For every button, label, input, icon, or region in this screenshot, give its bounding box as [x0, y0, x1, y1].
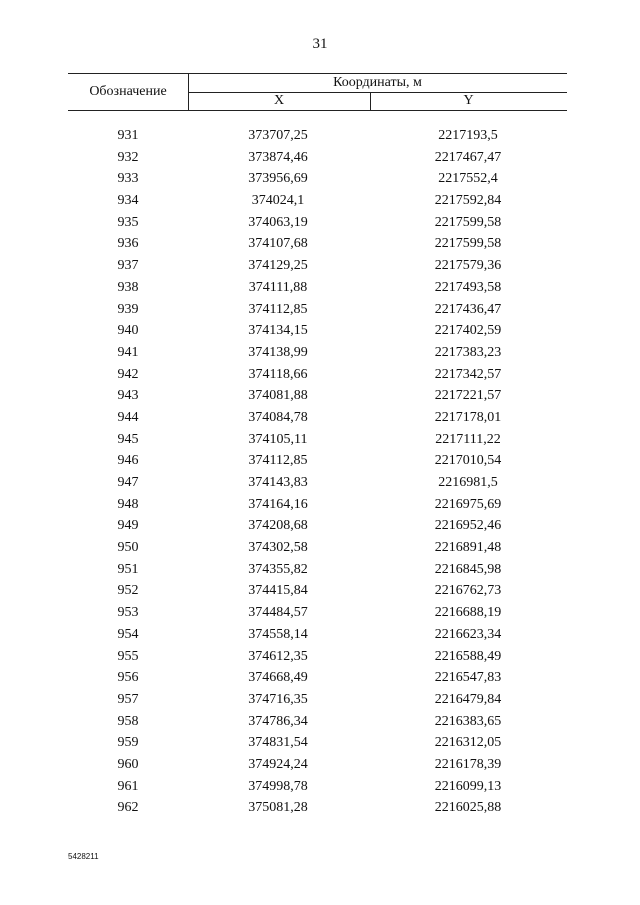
table-row: [68, 233, 567, 255]
row-x-coordinate: 374302,58: [248, 540, 308, 556]
row-designation: 931: [117, 128, 139, 143]
row-y-coordinate: 2217342,57: [434, 366, 502, 382]
row-y-coordinate: 2217599,58: [434, 236, 502, 252]
row-x-coordinate: 374484,57: [248, 605, 308, 621]
row-x-coordinate: 374107,68: [248, 236, 308, 252]
row-designation: 954: [117, 626, 139, 642]
table-row: [68, 190, 567, 212]
row-x-coordinate: 374081,88: [248, 388, 308, 404]
row-y-coordinate: 2216981,5: [438, 475, 498, 490]
row-x-coordinate: 374105,11: [248, 431, 308, 447]
row-designation: 939: [117, 301, 139, 317]
row-designation: 938: [117, 279, 139, 295]
row-x-coordinate: 374786,34: [248, 713, 308, 729]
table-row: [68, 450, 567, 472]
row-y-coordinate: 2216975,69: [434, 496, 502, 512]
row-x-coordinate: 375081,28: [248, 800, 308, 816]
table-row: [68, 342, 567, 364]
table-row: [68, 667, 567, 689]
row-designation: 959: [117, 735, 139, 751]
row-designation: 960: [117, 756, 139, 772]
table-row: [68, 580, 567, 602]
table-row: [68, 212, 567, 234]
row-y-coordinate: 2216891,48: [434, 540, 502, 556]
table-row: [68, 364, 567, 386]
row-y-coordinate: 2216383,65: [434, 713, 502, 729]
row-designation: 956: [117, 670, 139, 686]
table-row: [68, 429, 567, 451]
row-y-coordinate: 2217436,47: [434, 301, 502, 317]
row-designation: 948: [117, 496, 139, 512]
header-bottom-rule: [68, 110, 567, 111]
row-y-coordinate: 2217592,84: [434, 193, 502, 209]
table-row: [68, 797, 567, 819]
row-x-coordinate: 374134,15: [248, 323, 308, 339]
header-top-rule: [68, 73, 567, 74]
row-x-coordinate: 374138,99: [248, 344, 308, 360]
table-row: [68, 407, 567, 429]
table-row: [68, 711, 567, 733]
row-designation: 935: [117, 214, 139, 230]
row-y-coordinate: 2216762,73: [434, 583, 502, 599]
row-designation: 957: [117, 691, 139, 707]
row-designation: 941: [117, 344, 139, 360]
table-row: [68, 125, 567, 147]
row-x-coordinate: 374084,78: [248, 409, 308, 425]
row-designation: 952: [117, 583, 139, 599]
header-y: Y: [463, 93, 474, 108]
table-row: [68, 689, 567, 711]
row-x-coordinate: 374112,85: [248, 301, 308, 317]
table-row: [68, 147, 567, 169]
row-designation: 945: [117, 431, 139, 447]
row-designation: 940: [117, 323, 139, 339]
row-designation: 937: [117, 258, 139, 274]
row-x-coordinate: 374208,68: [248, 518, 308, 534]
row-x-coordinate: 374355,82: [248, 561, 308, 577]
row-designation: 950: [117, 540, 139, 556]
row-y-coordinate: 2217493,58: [434, 279, 502, 295]
row-y-coordinate: 2216178,39: [434, 756, 502, 772]
row-designation: 947: [117, 475, 139, 490]
row-designation: 951: [117, 561, 139, 577]
row-y-coordinate: 2216623,34: [434, 626, 502, 642]
table-row: [68, 646, 567, 668]
row-x-coordinate: 374558,14: [248, 626, 308, 642]
table-row: [68, 732, 567, 754]
row-x-coordinate: 373874,46: [248, 149, 308, 165]
row-x-coordinate: 373956,69: [248, 171, 308, 187]
row-designation: 936: [117, 236, 139, 252]
header-x: X: [273, 93, 285, 108]
row-y-coordinate: 2216952,46: [434, 518, 502, 534]
table-row: [68, 776, 567, 798]
row-x-coordinate: 374118,66: [248, 366, 308, 382]
row-y-coordinate: 2217402,59: [434, 323, 502, 339]
table-row: [68, 537, 567, 559]
row-x-coordinate: 374112,85: [248, 453, 308, 469]
row-y-coordinate: 2216588,49: [434, 648, 502, 664]
row-designation: 932: [117, 149, 139, 165]
row-designation: 942: [117, 366, 139, 382]
row-y-coordinate: 2216312,05: [434, 735, 502, 751]
row-y-coordinate: 2217552,4: [438, 171, 498, 187]
table-row: [68, 255, 567, 277]
row-designation: 946: [117, 453, 139, 469]
row-x-coordinate: 374831,54: [248, 735, 308, 751]
table-row: [68, 559, 567, 581]
table-row: [68, 602, 567, 624]
row-y-coordinate: 2216099,13: [434, 778, 502, 794]
row-y-coordinate: 2217579,36: [434, 258, 502, 274]
row-y-coordinate: 2217221,57: [434, 388, 502, 404]
row-x-coordinate: 373707,25: [248, 128, 308, 143]
row-x-coordinate: 374998,78: [248, 778, 308, 794]
row-designation: 955: [117, 648, 139, 664]
page-number: 31: [312, 36, 328, 52]
row-designation: 949: [117, 518, 139, 534]
table-row: [68, 385, 567, 407]
table-row: [68, 168, 567, 190]
row-y-coordinate: 2216479,84: [434, 691, 502, 707]
table-row: [68, 494, 567, 516]
row-x-coordinate: 374129,25: [248, 258, 308, 274]
row-x-coordinate: 374668,49: [248, 670, 308, 686]
table-row: [68, 515, 567, 537]
row-x-coordinate: 374924,24: [248, 756, 308, 772]
row-designation: 943: [117, 388, 139, 404]
row-x-coordinate: 374143,83: [248, 475, 308, 490]
row-designation: 934: [117, 193, 139, 209]
header-coordinates: Координаты, м: [333, 75, 422, 90]
row-designation: 961: [117, 778, 139, 794]
row-y-coordinate: 2217111,22: [435, 431, 501, 447]
table-row: [68, 754, 567, 776]
row-y-coordinate: 2216688,19: [434, 605, 502, 621]
table-body: [68, 125, 567, 819]
row-x-coordinate: 374612,35: [248, 648, 308, 664]
table-row: [68, 277, 567, 299]
row-y-coordinate: 2217467,47: [434, 149, 502, 165]
row-y-coordinate: 2216845,98: [434, 561, 502, 577]
table-row: [68, 472, 567, 494]
row-designation: 958: [117, 713, 139, 729]
row-x-coordinate: 374164,16: [248, 496, 308, 512]
row-y-coordinate: 2217010,54: [434, 453, 502, 469]
row-y-coordinate: 2216547,83: [434, 670, 502, 686]
row-x-coordinate: 374111,88: [248, 279, 308, 295]
footer-code: 5428211: [68, 852, 99, 861]
row-y-coordinate: 2217193,5: [438, 128, 498, 143]
row-designation: 962: [117, 800, 139, 816]
row-x-coordinate: 374415,84: [248, 583, 308, 599]
header-designation: Обозначение: [89, 84, 167, 99]
row-x-coordinate: 374024,1: [251, 193, 305, 209]
row-designation: 933: [117, 171, 139, 187]
row-x-coordinate: 374716,35: [248, 691, 308, 707]
row-designation: 953: [117, 605, 139, 621]
table-row: [68, 320, 567, 342]
table-row: [68, 624, 567, 646]
row-y-coordinate: 2217178,01: [434, 409, 502, 425]
row-x-coordinate: 374063,19: [248, 214, 308, 230]
row-y-coordinate: 2217383,23: [434, 344, 502, 360]
row-y-coordinate: 2216025,88: [434, 800, 502, 816]
table-row: [68, 299, 567, 321]
row-designation: 944: [117, 409, 139, 425]
row-y-coordinate: 2217599,58: [434, 214, 502, 230]
